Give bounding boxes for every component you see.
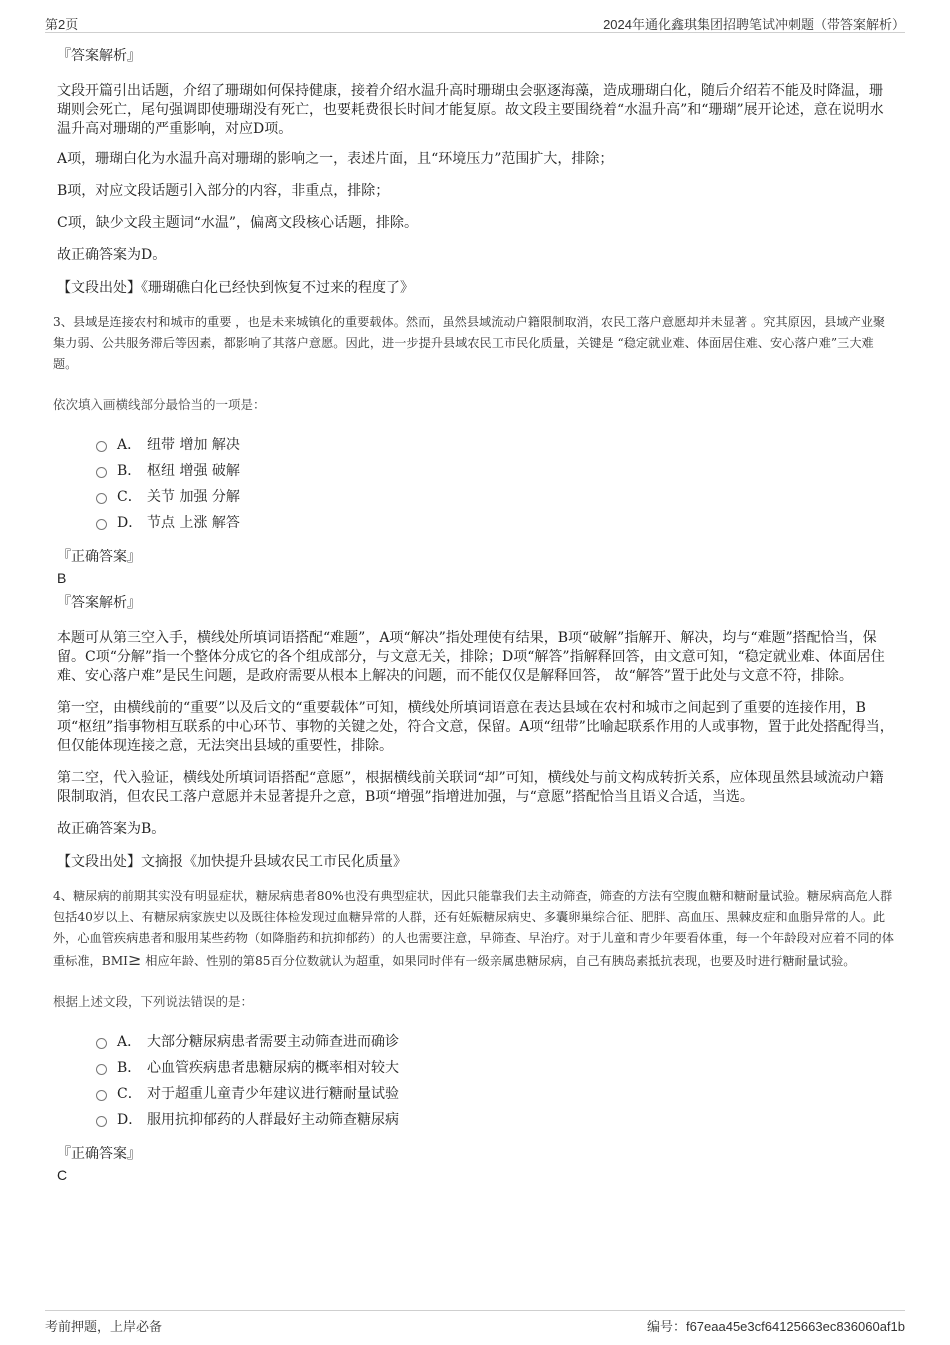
option-letter: A． [117, 1034, 142, 1050]
q4-question-text [53, 886, 895, 972]
option-letter: B． [117, 463, 142, 479]
q3-analysis-tag: 『答案解析』 [57, 595, 141, 611]
option-letter: B． [117, 1060, 142, 1076]
option-text: 大部分糖尿病患者需要主动筛查进而确诊 [147, 1034, 399, 1050]
page-number: 第2页 [45, 17, 79, 32]
document-title: 2024年通化鑫琪集团招聘笔试冲刺题（带答案解析） [603, 17, 905, 32]
option-text: 节点 上涨 解答 [147, 515, 240, 531]
q3-analysis-paragraph: 本题可从第三空入手，横线处所填词语搭配“难题”，A项“解决”指处理使有结果，B项“破解”指解开、解决，均与“难题”搭配恰当，保留。C项“分解”指一个整体分成它的各个组成部分，与文意无关，排除；D项“解答”指解释回答，由文意可知，“稳定就业难、体面居住难、安心落户难”是民生问题，是政府需要从根本上解决的问题，而不能仅仅是解释回答， 故“解答”置于此处与文意不符，排除。 [57, 630, 885, 684]
q4-option-a[interactable] [96, 1028, 895, 1054]
q3-analysis-paragraph: 第二空，代入验证，横线处所填词语搭配“意愿”，根据横线前关联词“却”可知，横线处与前文构成转折关系，应体现虽然县域流动户籍限制取消，但农民工落户意愿并未显著提升之意，B项“增强”指增进加强，与“意愿”搭配恰当且语义合适，当选。 [57, 770, 884, 805]
document-body [53, 46, 895, 1190]
q2-analysis-tag: 『答案解析』 [57, 48, 141, 64]
q3-options [96, 431, 895, 535]
q4-geq-symbol: ≥ [128, 950, 142, 969]
q2-analysis-paragraph: B项，对应文段话题引入部分的内容，非重点，排除； [57, 183, 390, 199]
radio-icon[interactable] [96, 1038, 107, 1049]
q3-answer-statement: 故正确答案为B。 [57, 821, 166, 837]
q3-option-d[interactable] [96, 509, 895, 535]
option-text: 枢纽 增强 破解 [147, 463, 240, 479]
radio-icon[interactable] [96, 1064, 107, 1075]
q4-option-b[interactable] [96, 1054, 895, 1080]
q2-analysis-paragraph: 文段开篇引出话题，介绍了珊瑚如何保持健康，接着介绍水温升高时珊瑚虫会驱逐海藻，造成珊瑚白化，随后介绍若不能及时降温，珊瑚则会死亡，尾句强调即使珊瑚没有死亡，也要耗费很长时间才能复原。故文段主要围绕着“水温升高”和“珊瑚”展开论述，意在说明水温升高对珊瑚的严重影响，对应D项。 [57, 83, 884, 137]
q2-source: 【文段出处】《珊瑚礁白化已经快到恢复不过来的程度了》 [57, 280, 414, 296]
q4-option-d[interactable] [96, 1106, 895, 1132]
option-text: 纽带 增加 解决 [147, 437, 240, 453]
option-text: 服用抗抑郁药的人群最好主动筛查糖尿病 [147, 1112, 399, 1128]
q4-correct-tag: 『正确答案』 [57, 1146, 141, 1162]
q4-question-part2: 相应年龄、性别的第85百分位数就认为超重，如果同时伴有一级亲属患糖尿病，自己有胰岛素抵抗表现，也要及时进行糖耐量试验。 [141, 954, 856, 968]
q3-source: 【文段出处】文摘报《加快提升县域农民工市民化质量》 [57, 854, 407, 870]
option-letter: D． [117, 1112, 143, 1128]
option-text: 心血管疾病患者患糖尿病的概率相对较大 [147, 1060, 399, 1076]
q3-correct-tag: 『正确答案』 [57, 549, 141, 565]
q2-analysis-paragraph: C项，缺少文段主题词“水温”，偏离文段核心话题，排除。 [57, 215, 419, 231]
radio-icon[interactable] [96, 441, 107, 452]
q3-option-a[interactable] [96, 431, 895, 457]
q4-option-c[interactable] [96, 1080, 895, 1106]
option-text: 关节 加强 分解 [147, 489, 240, 505]
option-text: 对于超重儿童青少年建议进行糖耐量试验 [147, 1086, 399, 1102]
document-code: 编号：f67eaa45e3cf64125663ec836060af1b [646, 1319, 905, 1334]
radio-icon[interactable] [96, 1090, 107, 1101]
page-header [45, 14, 905, 33]
q3-question-text: 3、县域是连接农村和城市的重要 ，也是未来城镇化的重要载体。然而，虽然县域流动户籍限制取消，农民工落户意愿却并未显著 。究其原因，县域产业聚集力弱、公共服务滞后等因素，都影响了其落户意愿。因此，进一步提升县域农民工市民化质量，关键是 “稳定就业难、体面居住难、安心落户难”三大难题。 [53, 315, 886, 371]
option-letter: D． [117, 515, 143, 531]
q3-option-b[interactable] [96, 457, 895, 483]
option-letter: A． [117, 437, 142, 453]
q2-answer-statement: 故正确答案为D。 [57, 247, 167, 263]
q4-correct-answer: C [57, 1167, 68, 1183]
q2-analysis-paragraph: A项，珊瑚白化为水温升高对珊瑚的影响之一，表述片面，且“环境压力”范围扩大，排除； [57, 151, 614, 167]
q4-question-part1: 4、糖尿病的前期其实没有明显症状，糖尿病患者80%也没有典型症状，因此只能靠我们去主动筛查，筛查的方法有空腹血糖和糖耐量试验。糖尿病高危人群包括40岁以上、有糖尿病家族史以及既往体检发现过血糖异常的人群，还有妊娠糖尿病史、多囊卵巢综合征、肥胖、高血压、黑棘皮症和血脂异常的人。此外，心血管疾病患者和服用某些药物（如降脂药和抗抑郁药）的人也需要注意，早筛查、早治疗。对于儿童和青少年要看体重，每一个年龄段对应着不同的体重标准，BMI [53, 889, 894, 968]
option-letter: C． [117, 489, 142, 505]
q3-option-c[interactable] [96, 483, 895, 509]
q3-prompt: 依次填入画横线部分最恰当的一项是： [53, 397, 266, 412]
option-letter: C． [117, 1086, 142, 1102]
radio-icon[interactable] [96, 1116, 107, 1127]
q3-correct-answer: B [57, 570, 67, 586]
radio-icon[interactable] [96, 519, 107, 530]
page-footer [45, 1310, 905, 1335]
radio-icon[interactable] [96, 493, 107, 504]
q3-analysis-paragraph: 第一空，由横线前的“重要”以及后文的“重要载体”可知，横线处所填词语意在表达县域在农村和城市之间起到了重要的连接作用，B项“枢纽”指事物相互联系的中心环节、事物的关键之处，符合文意，保留。A项“纽带”比喻起联系作用的人或事物，置于此处搭配得当，但仅能体现连接之意，无法突出县域的重要性，排除。 [57, 700, 894, 754]
radio-icon[interactable] [96, 467, 107, 478]
q4-prompt: 根据上述文段，下列说法错误的是： [53, 994, 254, 1009]
footer-slogan: 考前押题，上岸必备 [45, 1319, 163, 1334]
q4-options [96, 1028, 895, 1132]
